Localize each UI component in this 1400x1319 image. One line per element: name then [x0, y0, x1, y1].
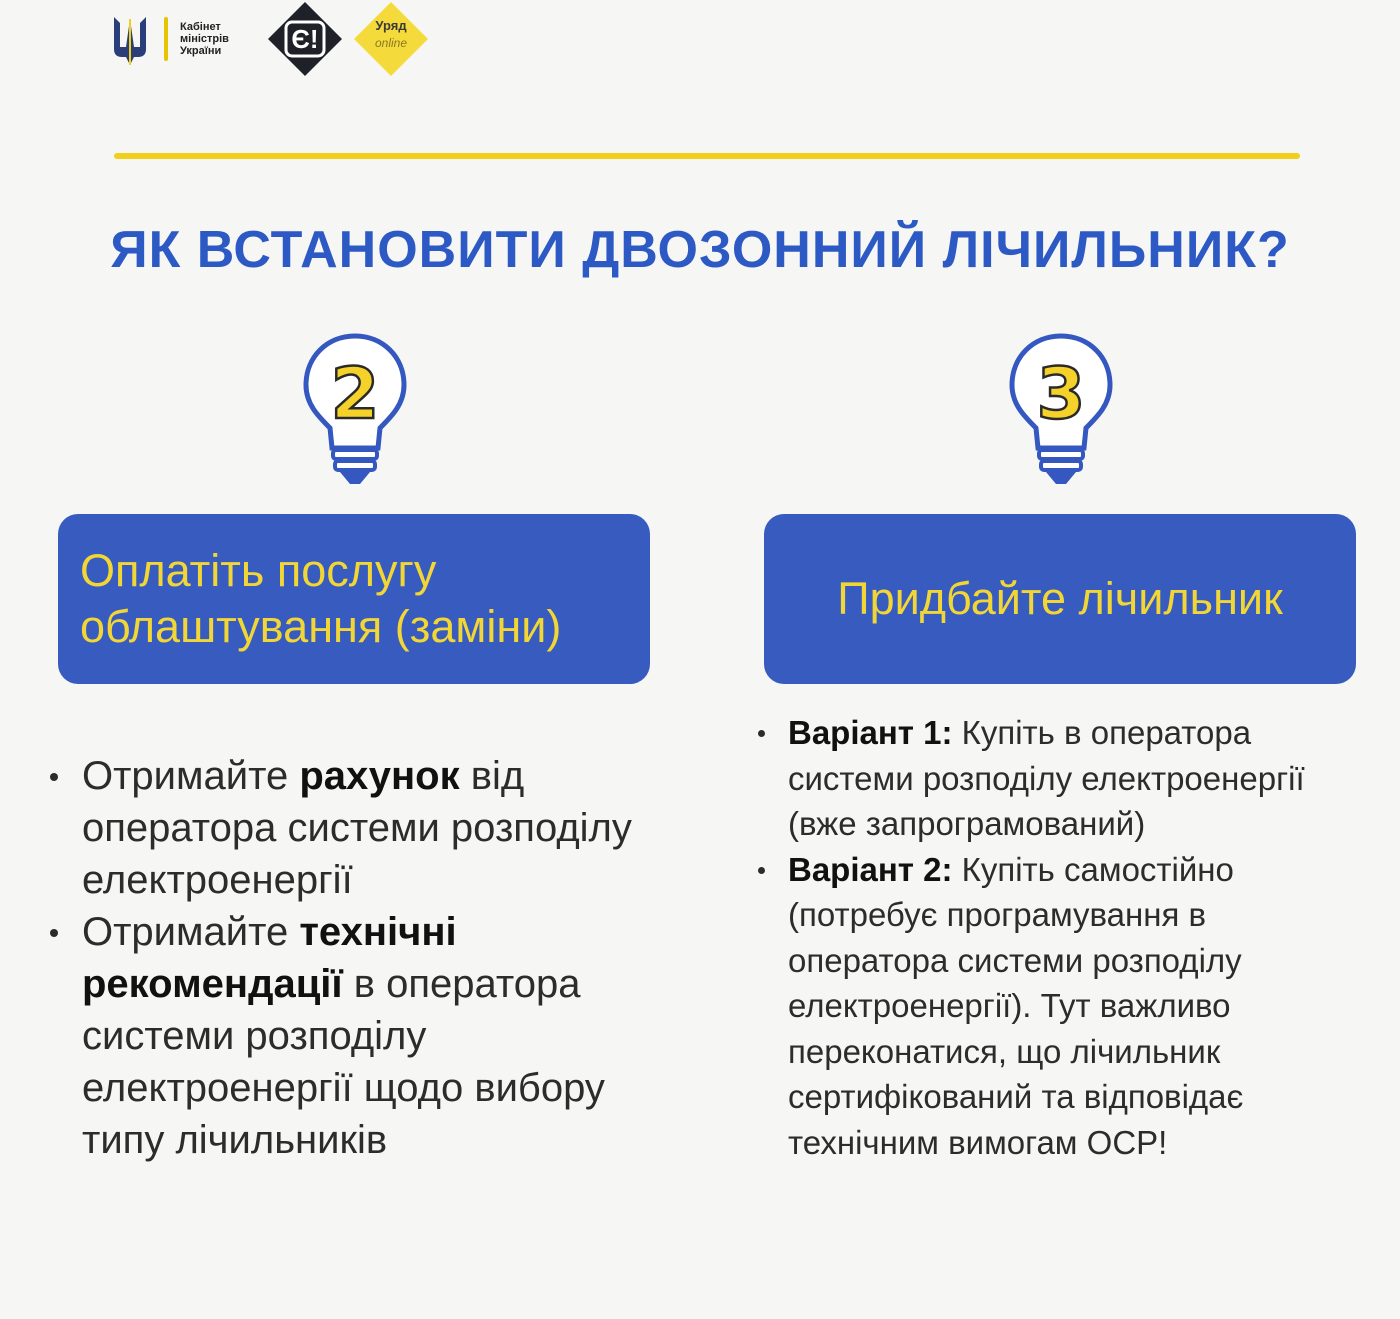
step-2-title-line: Оплатіть послугу [80, 545, 437, 596]
cabinet-ministers-logo-text [180, 21, 260, 57]
diia-mark: Є! [291, 24, 319, 54]
step-3-title: Придбайте лічильник [837, 573, 1283, 624]
point-bold: технічні рекомендації [82, 910, 457, 1006]
list-item [50, 750, 650, 906]
logo-divider [164, 17, 168, 61]
list-item [758, 710, 1358, 847]
header-logos [108, 0, 432, 78]
gov-online-line: online [374, 36, 408, 50]
trident-emblem-icon [108, 9, 152, 69]
step-2-bulb [300, 330, 410, 490]
cabinet-line: міністрів [180, 33, 229, 45]
point-text: в оператора системи розподілу електроенергії щодо вибору типу лічильників [82, 962, 605, 1162]
step-2-title [80, 543, 561, 655]
step-2-title-line: облаштування (заміни) [80, 601, 562, 652]
point-text: Купіть в оператора системи розподілу електроенергії (вже запрограмований) [788, 714, 1305, 842]
gov-online-line: Уряд [375, 18, 407, 33]
point-text: Отримайте [82, 910, 300, 954]
gov-online-logo [350, 0, 432, 78]
header-divider-line [114, 153, 1300, 159]
point-bold: Варіант 1: [788, 714, 953, 751]
cabinet-line: Кабінет [180, 21, 221, 33]
step-3-bulb [1006, 330, 1116, 490]
point-text: Купіть самостійно (потребує програмування в оператора системи розподілу електроенергії). Тут важливо переконатися, що лічильник сертифікований та відповідає технічним вимогам ОСР! [788, 850, 1244, 1161]
step-number: 3 [1036, 353, 1086, 435]
list-item [50, 906, 650, 1166]
point-text: Отримайте [82, 754, 300, 798]
cabinet-line: України [180, 45, 222, 57]
lightbulb-icon [1006, 330, 1116, 490]
step-number: 2 [330, 353, 380, 435]
step-2-points [50, 750, 650, 1166]
diia-logo [264, 0, 346, 78]
step-3-points [758, 710, 1358, 1165]
point-bold: Варіант 2: [788, 850, 953, 888]
page-title: ЯК ВСТАНОВИТИ ДВОЗОННИЙ ЛІЧИЛЬНИК? [110, 221, 1290, 279]
lightbulb-icon [300, 330, 410, 490]
step-3-title-box [764, 514, 1356, 684]
point-text: від оператора системи розподілу електроенергії [82, 754, 632, 902]
list-item [758, 847, 1358, 1166]
step-2-title-box [58, 514, 650, 684]
point-bold: рахунок [299, 754, 460, 798]
